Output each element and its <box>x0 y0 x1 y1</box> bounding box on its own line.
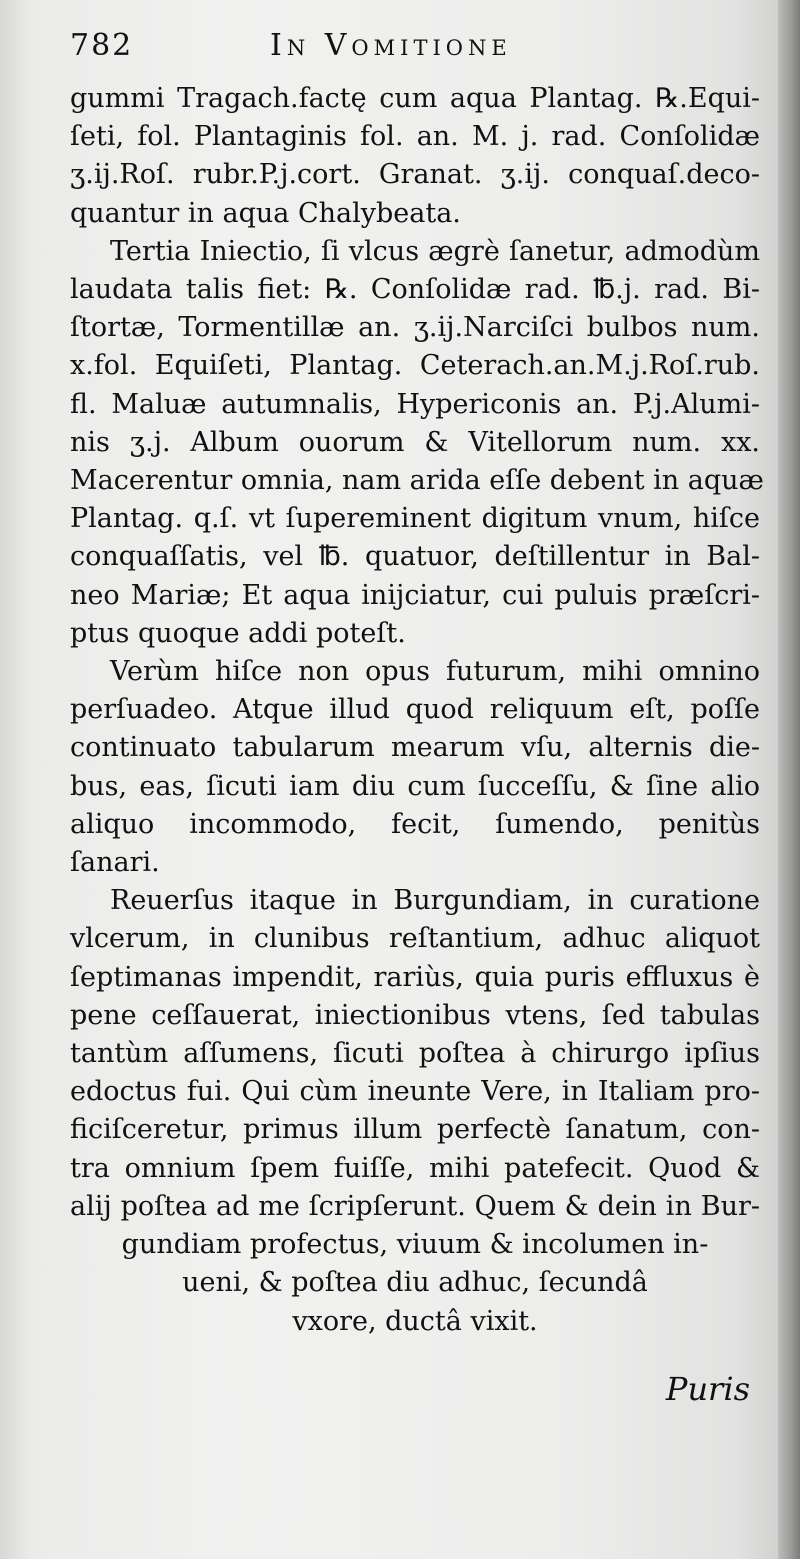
text-line: perſuadeo. Atque illud quod reliquum eſt, poſſe <box>70 694 760 726</box>
text-line: fl. Maluæ autumnalis, Hypericonis an. P.j.Alumi- <box>70 388 760 420</box>
text-line: alij poſtea ad me ſcripſerunt. Quem & dein in Bur- <box>70 1190 760 1222</box>
running-head <box>70 22 760 80</box>
text-line: ficiſceretur, primus illum perfectè ſanatum, con- <box>70 1114 760 1146</box>
text-line: vxore, ductâ vixit. <box>292 1305 538 1337</box>
text-block <box>70 22 764 1341</box>
text-line: gundiam profectus, viuum & incolumen in- <box>121 1229 709 1261</box>
text-line: ueni, & poſtea diu adhuc, ſecundâ <box>182 1267 648 1299</box>
text-line: ſanari. <box>70 847 160 879</box>
text-line: pene ceſſauerat, iniectionibus vtens, ſed tabulas <box>70 999 760 1031</box>
text-line: vlcerum, in clunibus reſtantium, adhuc aliquot <box>70 923 760 955</box>
text-line: continuato tabularum mearum vſu, alternis die- <box>70 732 760 764</box>
text-line: edoctus fui. Qui cùm ineunte Vere, in Italiam pro- <box>70 1076 760 1108</box>
text-line: Verùm hiſce non opus futurum, mihi omnino <box>110 656 760 688</box>
page-edge-shadow <box>778 0 800 1559</box>
page-number: 782 <box>70 28 134 63</box>
paragraph-3 <box>70 653 760 882</box>
text-line: bus, eas, ſicuti iam diu cum ſucceſſu, & ſine alio <box>70 770 760 802</box>
text-line: Macerentur omnia, nam arida eſſe debent in aquæ <box>70 465 764 497</box>
running-title: In Vomitione <box>270 28 512 63</box>
paragraph-1 <box>70 80 760 233</box>
text-line: ſeptimanas impendit, rariùs, quia puris effluxus è <box>70 961 760 993</box>
closing-lines <box>70 1226 760 1341</box>
text-line: aliquo incommodo, fecit, ſumendo, penitùs <box>70 808 760 840</box>
text-line: ſeti, fol. Plantaginis fol. an. M. j. rad. Conſolidæ <box>70 121 760 153</box>
text-line: Reuerſus itaque in Burgundiam, in curatione <box>110 885 760 917</box>
text-line: laudata talis fiet: ℞. Conſolidæ rad. ℔.j. rad. Bi- <box>70 274 760 306</box>
catchword: Puris <box>665 1370 750 1408</box>
text-line: quantur in aqua Chalybeata. <box>70 197 461 229</box>
text-line: ptus quoque addi poteſt. <box>70 617 406 649</box>
paragraph-2 <box>70 233 764 653</box>
text-line: ſtortæ, Tormentillæ an. ʒ.ij.Narciſci bulbos num. <box>70 312 760 344</box>
text-line: Tertia Iniectio, ſi vlcus ægrè ſanetur, admodùm <box>110 235 760 267</box>
text-line: x.fol. Equiſeti, Plantag. Ceterach.an.M.j.Roſ.rub. <box>70 350 760 382</box>
text-line: neo Mariæ; Et aqua inijciatur, cui puluis præſcri- <box>70 579 760 611</box>
text-line: ʒ.ij.Roſ. rubr.P.j.cort. Granat. ʒ.ij. conquaſ.deco- <box>70 159 760 191</box>
text-line: tantùm aſſumens, ſicuti poſtea à chirurgo ipſius <box>70 1038 760 1070</box>
text-line: gummi Tragach.factę cum aqua Plantag. ℞.Equi- <box>70 83 760 114</box>
paragraph-4 <box>70 882 760 1226</box>
text-line: tra omnium ſpem fuiſſe, mihi patefecit. Quod & <box>70 1152 760 1184</box>
text-line: nis ʒ.j. Album ouorum & Vitellorum num. xx. <box>70 426 760 458</box>
text-line: conquaſſatis, vel ℔. quatuor, deſtillentur in Bal- <box>70 541 760 573</box>
text-line: Plantag. q.ſ. vt ſupereminent digitum vnum, hiſce <box>70 503 760 535</box>
